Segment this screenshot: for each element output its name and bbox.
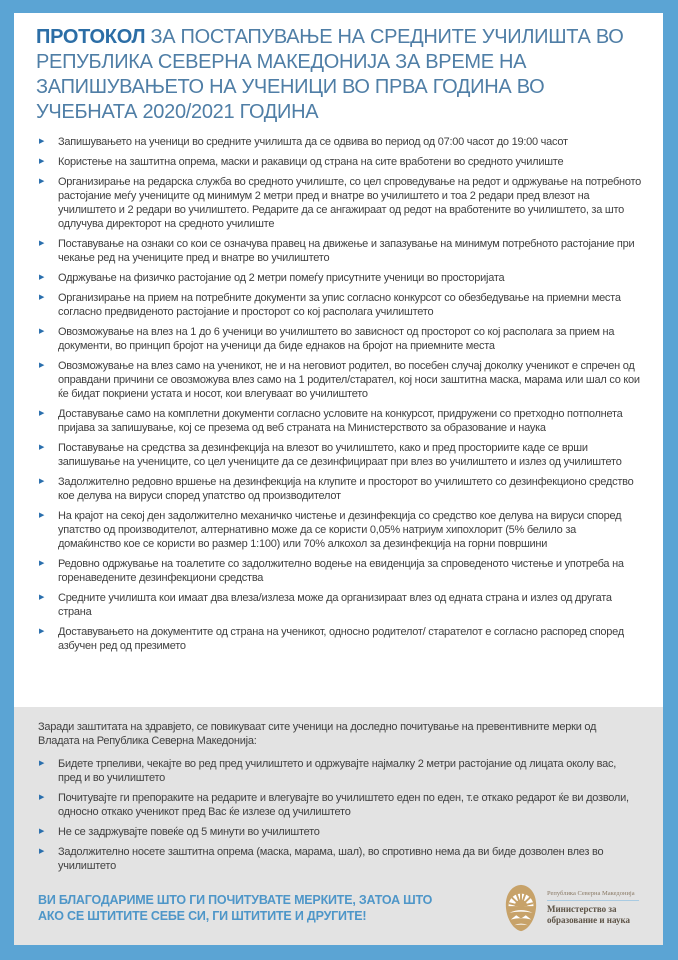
thank-you-message: ВИ БЛАГОДАРИМЕ ШТО ГИ ПОЧИТУВАТЕ МЕРКИТЕ, ЗАТОА ШТО АКО СЕ ШТИТИТЕ СЕБЕ СИ, ГИ ШТИТИТЕ И ДРУГИТЕ!	[38, 893, 433, 923]
protocol-item: ▶ Овозможување на влез на 1 до 6 ученици во училиштето во зависност од просторот со кој располага за прием на документи, во принцип бројот на ученици да биде еднаков на бројот на приемните места	[39, 326, 615, 352]
bullet-arrow-icon: ▶	[39, 512, 45, 519]
notice-intro: Заради заштитата на здравјето, се повикуваат сите ученици на доследно почитување на превентивните мерки од Владата на Република Северна Македонија:	[38, 721, 597, 747]
protocol-item: ▶ На крајот на секој ден задолжително механичко чистење и дезинфекција со средство кое делува на вируси според упатство од производителот, алтернативно може да се користи 0,05% натриум хипохлорит (5% белило за домаќинство кое се користи во размер 1:100) или 70% алкохол за дезинфекција на горни површини	[39, 510, 622, 550]
protocol-item: ▶ Запишувањето на ученици во средните училишта да се одвива во период од 07:00 часот до 19:00 часот	[39, 136, 568, 148]
bullet-arrow-icon: ▶	[39, 362, 45, 369]
bullet-arrow-icon: ▶	[39, 478, 45, 485]
page-title	[36, 25, 641, 125]
notice-list	[36, 757, 641, 873]
page-title-lead: ПРОТОКОЛ	[36, 26, 146, 48]
bullet-arrow-icon: ▶	[39, 410, 45, 417]
protocol-item: ▶ Овозможување на влез само на ученикот, не и на неговиот родител, во посебен случај доколку ученикот е спречен од оправдани причини се овозможува влез само на 1 родител/старател, кој носи заштитна маска, марама или шал со кои ќе бидат покриени устата и носот, кои влегуваат во училиштето	[39, 360, 640, 400]
notice-item: ▶ Почитувајте ги препораките на редарите и влегувајте во училиштето еден по еден, т.е откако редарот ќе ви дозволи, односно откако ученикот пред Вас ќе излезе од училиштето	[39, 792, 629, 818]
bullet-arrow-icon: ▶	[39, 794, 45, 801]
notice-item: ▶ Задолжително носете заштитна опрема (маска, марама, шал), во спротивно нема да ви биде дозволен влез во училиштето	[39, 846, 604, 872]
ministry-logo-text	[547, 890, 639, 926]
bullet-arrow-icon: ▶	[39, 158, 45, 165]
bullet-arrow-icon: ▶	[39, 178, 45, 185]
protocol-item: ▶ Организирање на редарска служба во средното училиште, со цел спроведување на редот и одржување на потребното растојание меѓу учениците од минимум 2 метри пред и внатре во училиштето и тоа 2 редари пред влезот на училиштето и 2 редари во училиштето. Редарите да се ангажираат од редот на вработените во училиштето, за што одлучува директорот на средното училиште	[39, 176, 641, 230]
protocol-item: ▶ Редовно одржување на тоалетите со задолжително водење на евиденција за спроведеното чистење и употреба на горенаведените дезинфекциони средства	[39, 558, 624, 584]
protocol-item: ▶ Поставување на средства за дезинфекција на влезот во училиштето, како и пред просториите каде се врши запишување на учениците, со цел учениците да се дезинфицираат при влез во училиштето и излез од училиштето	[39, 442, 622, 468]
ministry-country-label: Република Северна Македонија	[547, 890, 639, 901]
ministry-name-label: Министерство за образование и наука	[547, 904, 631, 925]
page-title-rest: ЗА ПОСТАПУВАЊЕ НА СРЕДНИТЕ УЧИЛИШТА ВО РЕПУБЛИКА СЕВЕРНА МАКЕДОНИЈА ЗА ВРЕМЕ НА ЗАПИШУВАЊЕТО НА УЧЕНИЦИ ВО ПРВА ГОДИНА ВО УЧЕБНАТА 2020/2021 ГОДИНА	[36, 26, 624, 123]
bullet-arrow-icon: ▶	[39, 294, 45, 301]
protocol-item: ▶ Задолжително редовно вршење на дезинфекција на клупите и просторот во училиштето со дезинфекционо средство кое делува на вируси според упатство од производителот	[39, 476, 634, 502]
bullet-arrow-icon: ▶	[39, 240, 45, 247]
bullet-arrow-icon: ▶	[39, 628, 45, 635]
ministry-logo	[502, 883, 639, 933]
protocol-item: ▶ Доставување само на комплетни документи согласно условите на конкурсот, придружени со претходно потполнета пријава за запишување, кој се презема од веб страната на Министерството за образование и наука	[39, 408, 623, 434]
protocol-item: ▶ Користење на заштитна опрема, маски и ракавици од страна на сите вработени во средното училиште	[39, 156, 564, 168]
bullet-arrow-icon: ▶	[39, 560, 45, 567]
protocol-list	[36, 135, 641, 653]
bullet-arrow-icon: ▶	[39, 848, 45, 855]
protocol-item: ▶ Средните училишта кои имаат два влеза/излеза може да организираат влез од едната страна и излез од другата страна	[39, 592, 612, 618]
bullet-arrow-icon: ▶	[39, 328, 45, 335]
protocol-item: ▶ Организирање на прием на потребните документи за упис согласно конкурсот со обезбедување на приемни места согласно предвиденото растојание и просторот со кој располага училиштето	[39, 292, 621, 318]
protocol-main-section	[14, 13, 663, 707]
health-notice-section	[14, 707, 663, 945]
protocol-document	[14, 13, 663, 945]
notice-item: ▶ Бидете трпеливи, чекајте во ред пред училиштето и одржувајте најмалку 2 метри растојание од лицата околу вас, пред и во училиштето	[39, 758, 616, 784]
notice-item: ▶ Не се задржувајте повеќе од 5 минути во училиштето	[39, 826, 320, 838]
coat-of-arms-icon	[502, 883, 540, 933]
bullet-arrow-icon: ▶	[39, 138, 45, 145]
bullet-arrow-icon: ▶	[39, 444, 45, 451]
bullet-arrow-icon: ▶	[39, 760, 45, 767]
bullet-arrow-icon: ▶	[39, 594, 45, 601]
bullet-arrow-icon: ▶	[39, 828, 45, 835]
footer	[36, 883, 641, 933]
protocol-item: ▶ Доставувањето на документите од страна на ученикот, односно родителот/ старателот е согласно распоред според азбучен ред од презимето	[39, 626, 624, 652]
bullet-arrow-icon: ▶	[39, 274, 45, 281]
protocol-item: ▶ Поставување на ознаки со кои се означува правец на движење и запазување на минимум потребното растојание при чекање ред на учениците пред и внатре во училиштето	[39, 238, 635, 264]
protocol-item: ▶ Одржување на физичко растојание од 2 метри помеѓу присутните ученици во просторијата	[39, 272, 505, 284]
